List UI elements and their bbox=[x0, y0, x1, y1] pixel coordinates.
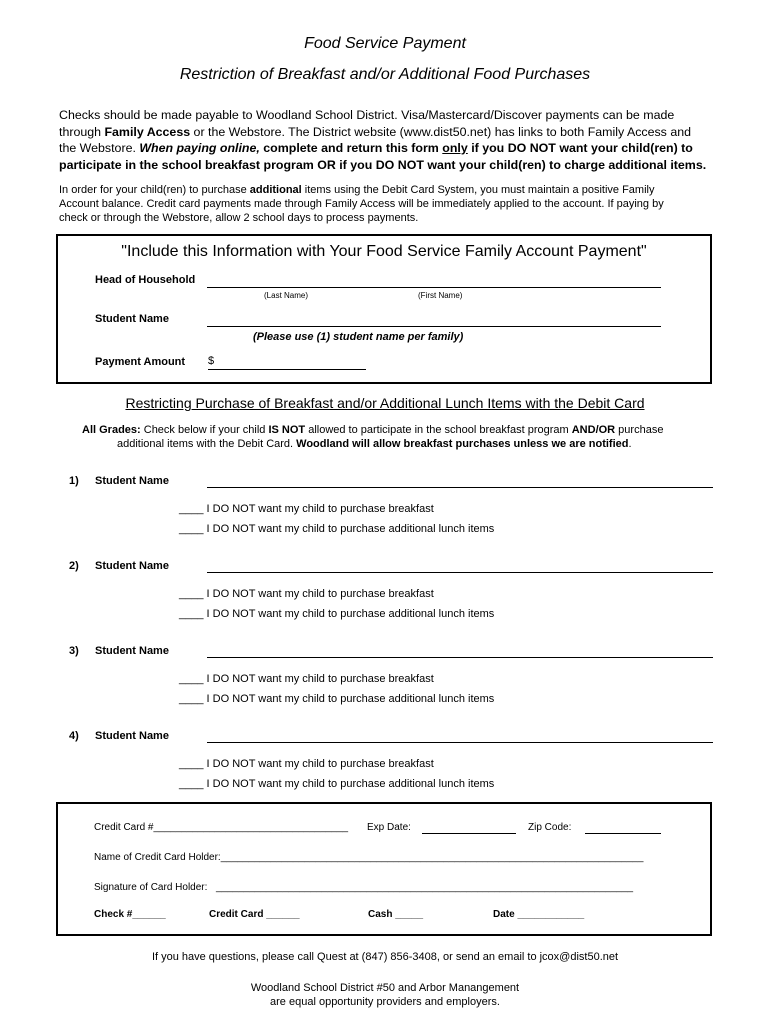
intro-line-3: the Webstore. When paying online, complete and return this form only if you DO NOT want your child(ren) to bbox=[59, 141, 693, 155]
restrict-line-2: additional items with the Debit Card. Woodland will allow breakfast purchases unless we are notified. bbox=[117, 438, 632, 450]
cash-field[interactable]: Cash _____ bbox=[368, 909, 424, 920]
intro-line-4: participate in the school breakfast program OR if you DO NOT want your child(ren) to charge additional items. bbox=[59, 157, 707, 172]
payment-amount-label: Payment Amount bbox=[95, 356, 186, 368]
first-name-caption: (First Name) bbox=[418, 291, 463, 300]
payment-amount-field[interactable] bbox=[208, 369, 366, 370]
student-3-breakfast-option[interactable]: ____ I DO NOT want my child to purchase breakfast bbox=[179, 673, 434, 685]
restrict-line-1: All Grades: Check below if your child IS NOT allowed to participate in the school breakfast program AND/OR purchase bbox=[82, 424, 664, 436]
student-1-lunch-option[interactable]: ____ I DO NOT want my child to purchase additional lunch items bbox=[179, 523, 495, 535]
signature-label: Signature of Card Holder: bbox=[94, 882, 208, 893]
exp-date-label: Exp Date: bbox=[367, 822, 411, 833]
footer-line-1: Woodland School District #50 and Arbor Manangement bbox=[250, 982, 520, 994]
student-4-lunch-option[interactable]: ____ I DO NOT want my child to purchase additional lunch items bbox=[179, 778, 495, 790]
dollar-sign: $ bbox=[208, 355, 215, 367]
contact-line: If you have questions, please call Quest at (847) 856-3408, or send an email to jcox@dist50.net bbox=[151, 951, 619, 963]
student-name-note: (Please use (1) student name per family) bbox=[253, 331, 464, 343]
balance-paragraph bbox=[59, 183, 709, 225]
credit-card-field[interactable]: Credit Card ______ bbox=[209, 909, 300, 920]
student-2-label: Student Name bbox=[95, 560, 169, 572]
exp-date-field[interactable] bbox=[422, 833, 516, 834]
student-4-breakfast-option[interactable]: ____ I DO NOT want my child to purchase breakfast bbox=[179, 758, 434, 770]
last-name-caption: (Last Name) bbox=[264, 291, 309, 300]
head-of-household-field[interactable] bbox=[207, 287, 661, 288]
student-1-number: 1) bbox=[69, 475, 79, 487]
intro-paragraph bbox=[59, 107, 709, 173]
student-1-name-field[interactable] bbox=[207, 487, 713, 488]
signature-field[interactable]: ___________________________________________________________________________ bbox=[216, 882, 634, 893]
student-4-number: 4) bbox=[69, 730, 79, 742]
student-2-breakfast-option[interactable]: ____ I DO NOT want my child to purchase breakfast bbox=[179, 588, 434, 600]
intro-line-2: through Family Access or the Webstore. The District website (www.dist50.net) has links to both Family Access and bbox=[59, 124, 691, 139]
restrict-heading: Restricting Purchase of Breakfast and/or Additional Lunch Items with the Debit Card bbox=[125, 395, 645, 411]
balance-line-2: Account balance. Credit card payments made through Family Access will be immediately applied to the account. If paying by bbox=[59, 198, 664, 210]
student-4-name-field[interactable] bbox=[207, 742, 713, 743]
student-3-number: 3) bbox=[69, 645, 79, 657]
student-1-label: Student Name bbox=[95, 475, 169, 487]
student-4-label: Student Name bbox=[95, 730, 169, 742]
student-3-lunch-option[interactable]: ____ I DO NOT want my child to purchase additional lunch items bbox=[179, 693, 495, 705]
balance-line-1: In order for your child(ren) to purchase additional items using the Debit Card System, you must maintain a positive Family bbox=[59, 184, 655, 196]
student-2-number: 2) bbox=[69, 560, 79, 572]
student-3-label: Student Name bbox=[95, 645, 169, 657]
credit-card-number-field[interactable]: Credit Card #___________________________________ bbox=[94, 822, 349, 833]
student-3-name-field[interactable] bbox=[207, 657, 713, 658]
card-holder-name-field[interactable]: Name of Credit Card Holder:____________________________________________________________________________ bbox=[94, 852, 644, 863]
intro-line-1: Checks should be made payable to Woodland School District. Visa/Mastercard/Discover payments can be made bbox=[59, 108, 675, 122]
student-2-lunch-option[interactable]: ____ I DO NOT want my child to purchase additional lunch items bbox=[179, 608, 495, 620]
balance-line-3: check or through the Webstore, allow 2 school days to process payments. bbox=[59, 212, 419, 224]
student-1-breakfast-option[interactable]: ____ I DO NOT want my child to purchase breakfast bbox=[179, 503, 434, 515]
student-name-label: Student Name bbox=[95, 313, 169, 325]
footer-line-2: are equal opportunity providers and employers. bbox=[270, 996, 500, 1008]
page-subtitle: Restriction of Breakfast and/or Additional Food Purchases bbox=[179, 66, 591, 83]
info-box-heading: "Include this Information with Your Food Service Family Account Payment" bbox=[121, 243, 647, 260]
zip-code-field[interactable] bbox=[585, 833, 661, 834]
head-of-household-label: Head of Household bbox=[95, 274, 196, 286]
student-name-field[interactable] bbox=[207, 326, 661, 327]
student-2-name-field[interactable] bbox=[207, 572, 713, 573]
zip-code-label: Zip Code: bbox=[528, 822, 572, 833]
check-number-field[interactable]: Check #______ bbox=[94, 909, 166, 920]
date-field[interactable]: Date ____________ bbox=[493, 909, 585, 920]
page-title: Food Service Payment bbox=[304, 35, 466, 52]
